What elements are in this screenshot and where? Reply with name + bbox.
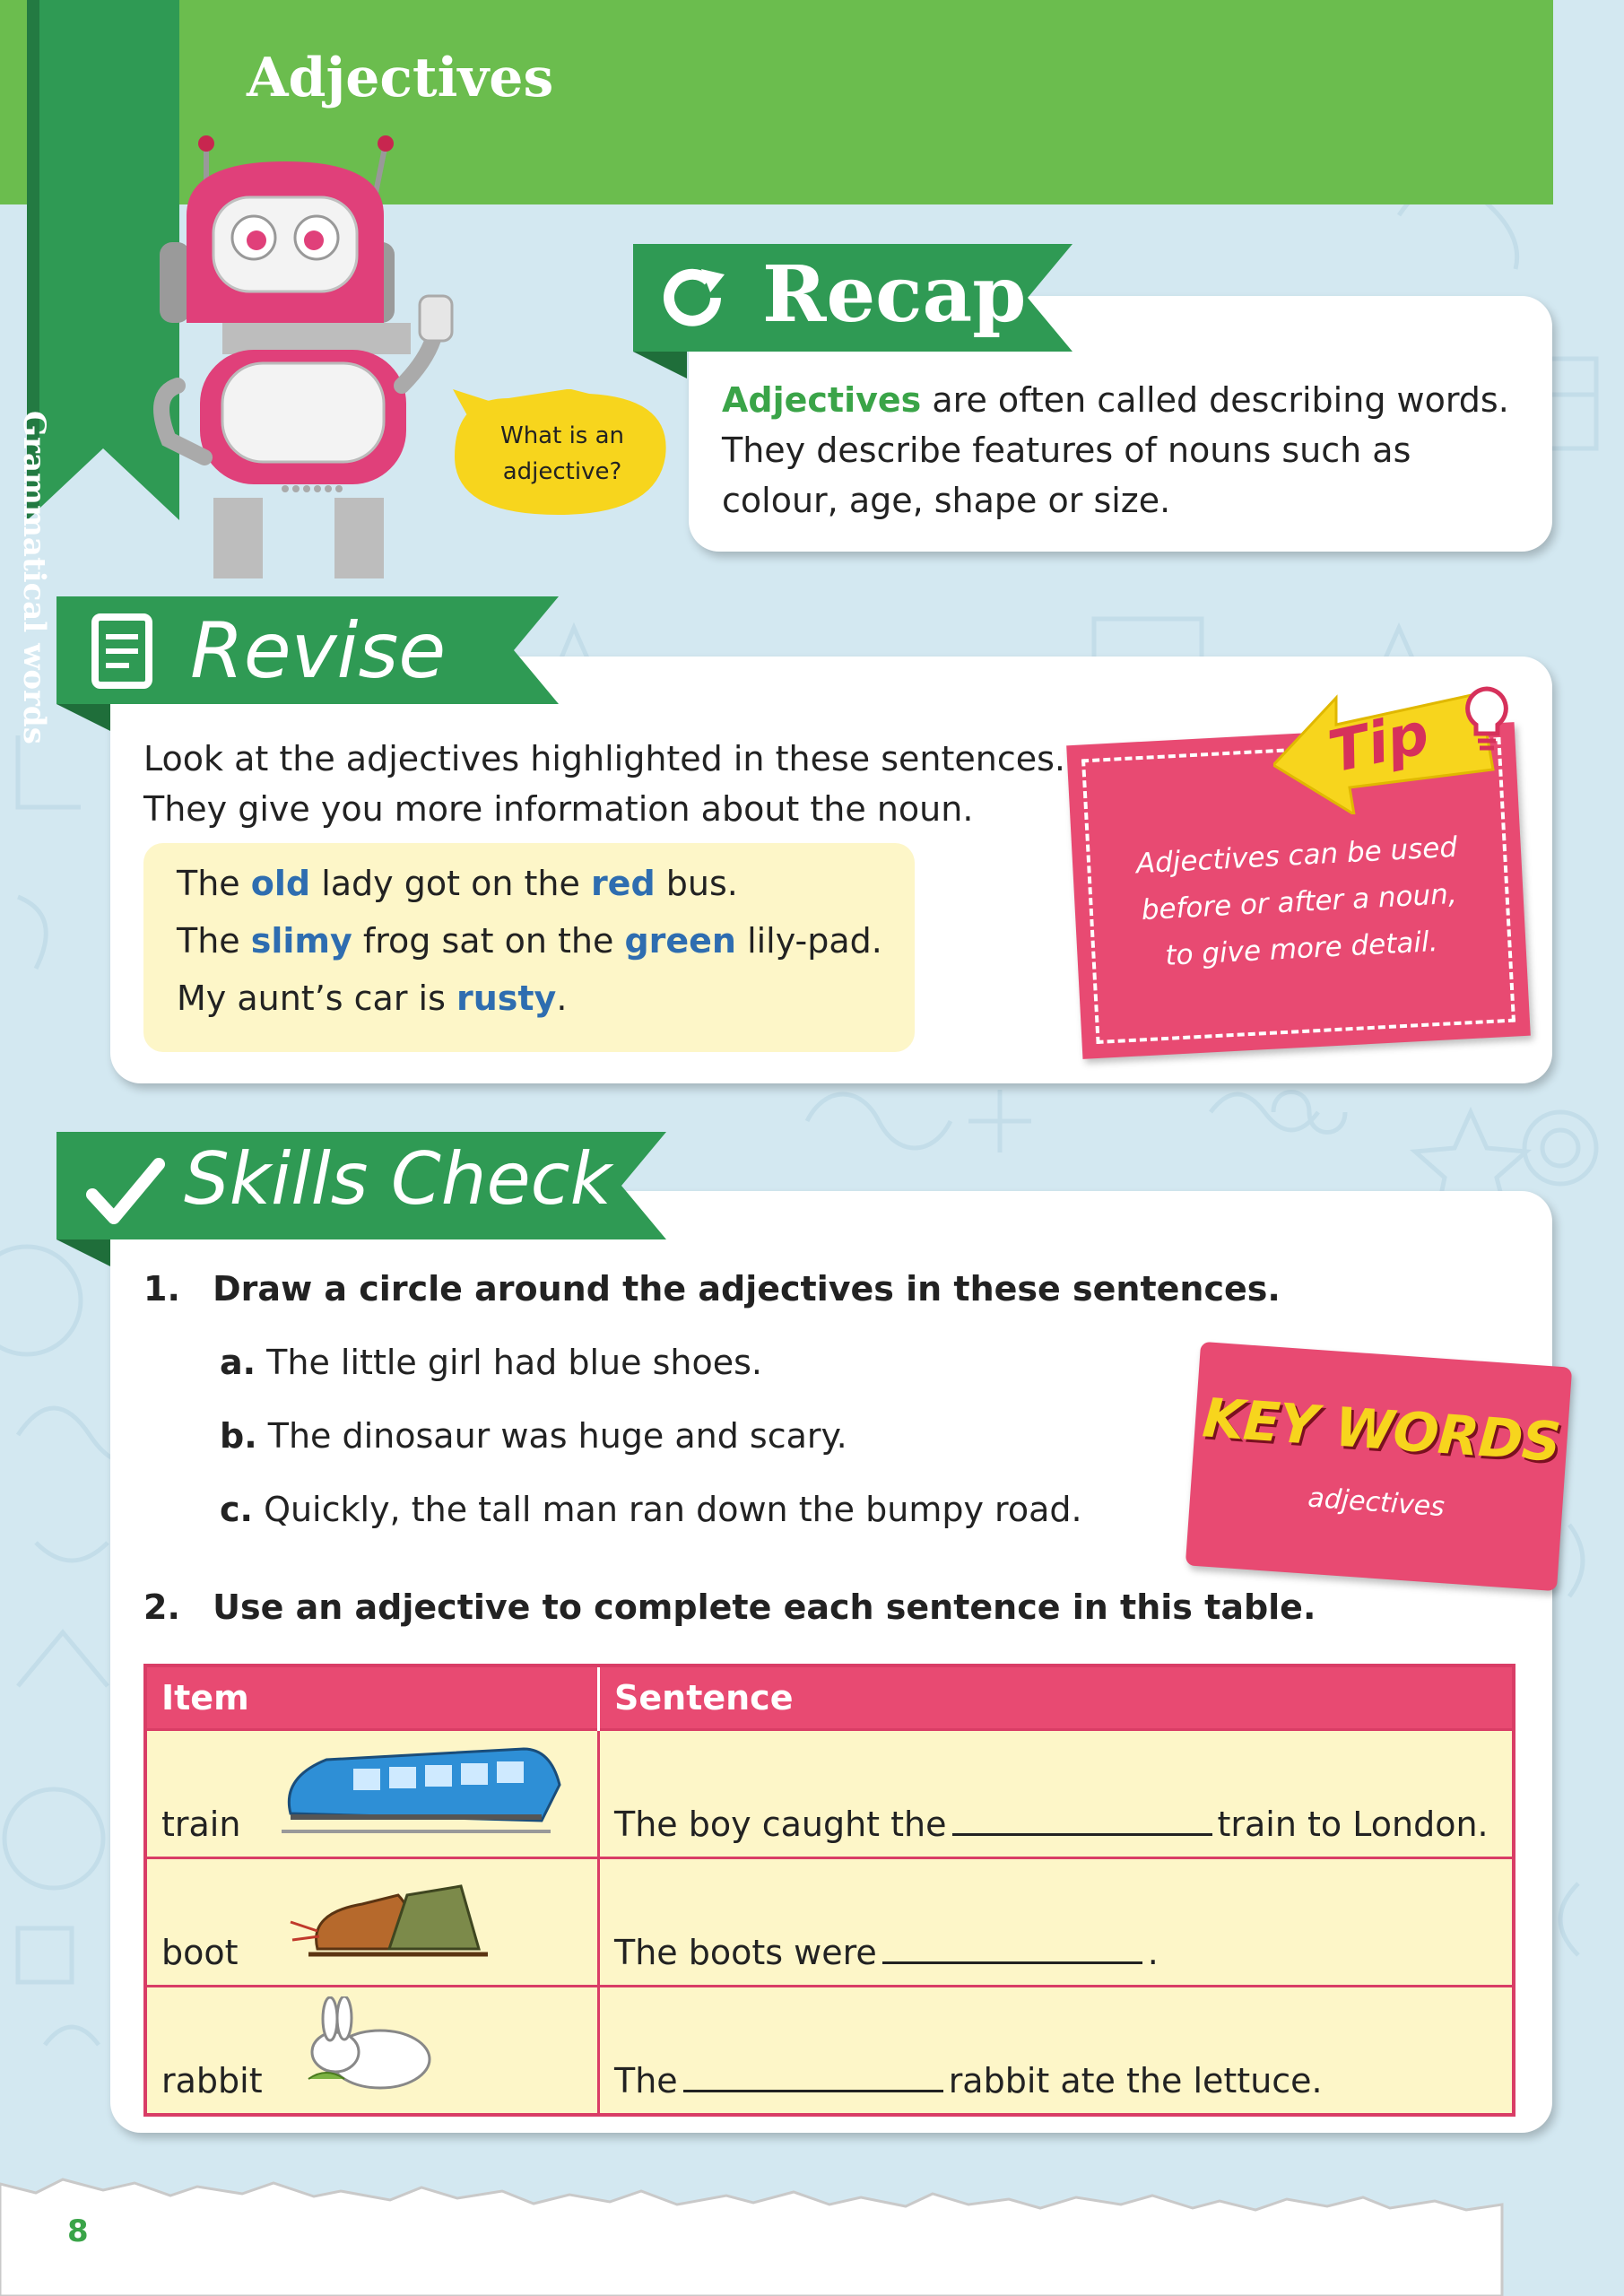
tip-label: Tip — [1323, 700, 1435, 787]
item-cell: boot — [145, 1858, 599, 1987]
item-cell: train — [145, 1730, 599, 1858]
question-1-item: a. The little girl had blue shoes. — [220, 1343, 762, 1382]
recap-term: Adjectives — [722, 380, 922, 420]
key-words-card — [1185, 1342, 1572, 1591]
question-1: 1. Draw a circle around the adjectives in these sentences. — [143, 1269, 1281, 1309]
example-sentence: My aunt’s car is rusty. — [177, 978, 568, 1018]
adjective-table — [143, 1664, 1515, 2117]
key-word: adjectives — [1307, 1482, 1446, 1524]
table-row — [145, 1987, 1514, 2116]
table-row — [145, 1858, 1514, 1987]
answer-blank[interactable] — [683, 2086, 943, 2092]
boots-icon — [282, 1868, 524, 1967]
question-2: 2. Use an adjective to complete each sentence in this table. — [143, 1587, 1316, 1627]
recap-body: Adjectives are often called describing words. They describe features of nouns such as colour, age, shape or size. — [722, 380, 1509, 520]
table-row — [145, 1730, 1514, 1858]
table-header-row — [145, 1665, 1514, 1730]
tip-text: Adjectives can be used before or after a noun, to give more detail. — [1135, 831, 1458, 972]
sentence-cell: The rabbit ate the lettuce. — [599, 1987, 1515, 2116]
revise-intro: Look at the adjectives highlighted in these sentences. They give you more information about the noun. — [143, 739, 1065, 829]
notepad-icon — [90, 612, 161, 692]
key-words-title: KEY WORDS — [1200, 1387, 1562, 1474]
robot-mascot — [151, 135, 456, 583]
question-1-item: c. Quickly, the tall man ran down the bumpy road. — [220, 1490, 1082, 1529]
table-header-sentence: Sentence — [599, 1665, 1515, 1730]
torn-paper-edge — [0, 2148, 1624, 2296]
refresh-icon — [655, 262, 735, 334]
question-1-item: b. The dinosaur was huge and scary. — [220, 1416, 847, 1456]
checkmark-icon — [85, 1157, 166, 1229]
rabbit-icon — [291, 1996, 443, 2095]
lightbulb-icon — [1460, 683, 1514, 755]
sentence-cell: The boy caught the train to London. — [599, 1730, 1515, 1858]
skills-check-heading: Skills Check — [184, 1137, 612, 1221]
table-header-item: Item — [145, 1665, 599, 1730]
example-sentence: The old lady got on the red bus. — [177, 864, 738, 903]
sentence-cell: The boots were . — [599, 1858, 1515, 1987]
side-label: Grammatical words — [16, 411, 52, 744]
answer-blank[interactable] — [952, 1830, 1212, 1836]
page-number: 8 — [67, 2213, 89, 2249]
revise-heading: Revise — [190, 606, 447, 696]
answer-blank[interactable] — [882, 1958, 1142, 1964]
example-sentence: The slimy frog sat on the green lily-pad. — [177, 921, 882, 961]
recap-heading: Recap — [762, 249, 1027, 340]
speech-bubble-text: What is an adjective? — [499, 422, 625, 485]
train-icon — [273, 1742, 569, 1839]
item-cell: rabbit — [145, 1987, 599, 2116]
page-title: Adjectives — [247, 47, 554, 109]
